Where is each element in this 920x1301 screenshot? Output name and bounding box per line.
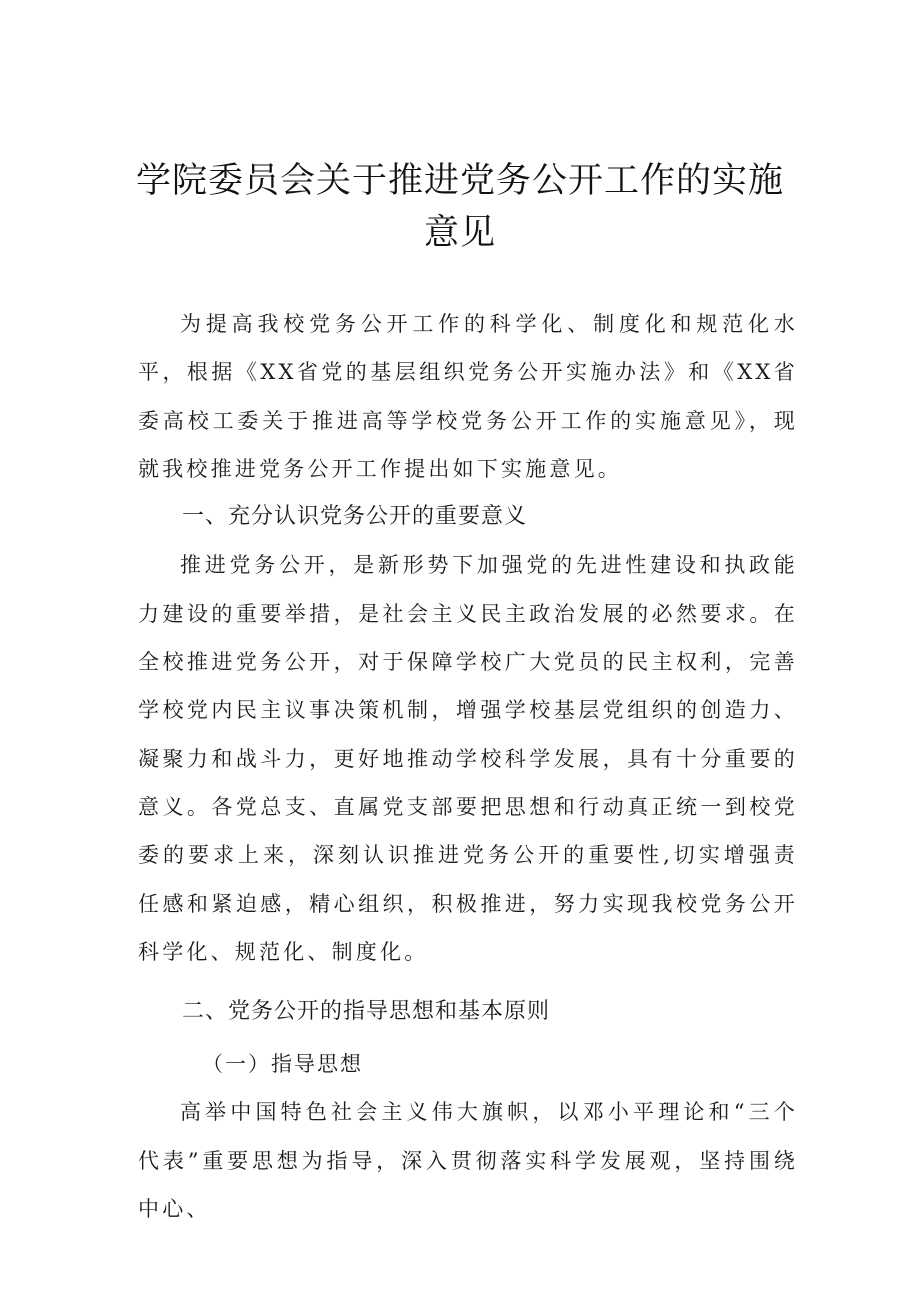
section1-paragraph: 推进党务公开，是新形势下加强党的先进性建设和执政能力建设的重要举措，是社会主义民主政治发展的必然要求。在全校推进党务公开，对于保障学校广大党员的民主权利，完善学校党内民主议事决策机制，增强学校基层党组织的创造力、凝聚力和战斗力，更好地推动学校科学发展，具有十分重要的意义。各党总支、直属党支部要把思想和行动真正统一到校党委的要求上来，深刻认识推进党务公开的重要性,切实增强责任感和紧迫感，精心组织，积极推进，努力实现我校党务公开科学化、规范化、制度化。 bbox=[138, 553, 798, 964]
document-body bbox=[138, 300, 798, 1233]
section2-paragraph: 高举中国特色社会主义伟大旗帜，以邓小平理论和“三个代表”重要思想为指导，深入贯彻落实科学发展观，坚持围绕中心、 bbox=[138, 1100, 798, 1222]
document-title-line1: 学院委员会关于推进党务公开工作的实施 bbox=[135, 161, 784, 201]
intro-paragraph: 为提高我校党务公开工作的科学化、制度化和规范化水平，根据《XX省党的基层组织党务公开实施办法》和《XX省委高校工委关于推进高等学校党务公开工作的实施意见》，现就我校推进党务公开工作提出如下实施意见。 bbox=[138, 312, 798, 481]
document-title-line2: 意见 bbox=[423, 213, 496, 253]
section2-subheading: （一）指导思想 bbox=[202, 1052, 363, 1077]
section1-heading: 一、充分认识党务公开的重要意义 bbox=[182, 504, 528, 530]
section2-heading: 二、党务公开的指导思想和基本原则 bbox=[182, 999, 551, 1025]
